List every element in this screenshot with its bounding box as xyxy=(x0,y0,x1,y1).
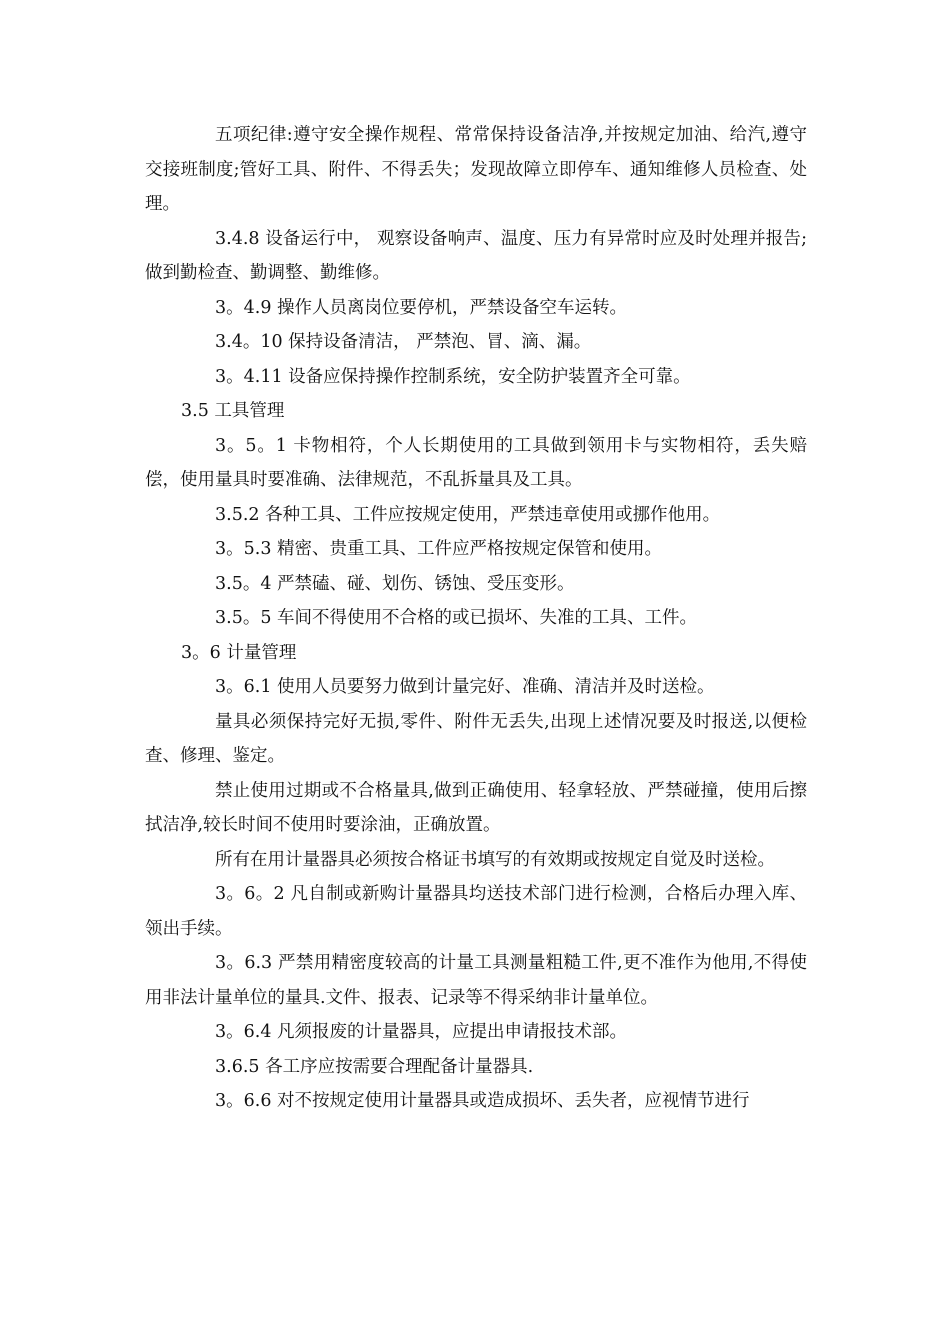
paragraph: 3.5。5 车间不得使用不合格的或已损坏、失准的工具、工件。 xyxy=(215,608,698,628)
paragraph: 3。6。2 凡自制或新购计量器具均送技术部门进行检测，合格后办理入库、领出手续。 xyxy=(145,884,807,939)
paragraph: 3。6.4 凡须报废的计量器具，应提出申请报技术部。 xyxy=(215,1022,628,1042)
paragraph: 3.5。4 严禁磕、碰、划伤、锈蚀、受压变形。 xyxy=(215,573,575,594)
paragraph: 3.6.5 各工序应按需要合理配备计量器具. xyxy=(215,1056,534,1077)
paragraph: 3。6.6 对不按规定使用计量器具或造成损坏、丢失者，应视情节进行 xyxy=(215,1091,750,1111)
paragraph: 3.4。10 保持设备清洁， 严禁泡、冒、滴、漏。 xyxy=(215,332,592,352)
paragraph: 3。4.11 设备应保持操作控制系统，安全防护装置齐全可靠。 xyxy=(215,366,691,387)
section-heading: 3。6 计量管理 xyxy=(181,642,297,663)
paragraph: 所有在用计量器具必须按合格证书填写的有效期或按规定自觉及时送检。 xyxy=(215,849,775,870)
section-heading: 3.5 工具管理 xyxy=(181,401,285,421)
paragraph: 3。6.1 使用人员要努力做到计量完好、准确、清洁并及时送检。 xyxy=(215,677,715,697)
paragraph: 3.4.8 设备运行中， 观察设备响声、温度、压力有异常时应及时处理并报告;做到勤检查、勤调整、勤维修。 xyxy=(145,228,807,283)
paragraph: 禁止使用过期或不合格量具,做到正确使用、轻拿轻放、严禁碰撞，使用后擦拭洁净,较长时间不使用时要涂油，正确放置。 xyxy=(145,780,807,835)
paragraph: 3。4.9 操作人员离岗位要停机，严禁设备空车运转。 xyxy=(215,297,628,318)
paragraph: 量具必须保持完好无损,零件、附件无丢失,出现上述情况要及时报送,以便检查、修理、鉴定。 xyxy=(145,711,807,766)
document-body xyxy=(145,118,807,1119)
paragraph: 3.5.2 各种工具、工件应按规定使用，严禁违章使用或挪作他用。 xyxy=(215,504,721,525)
paragraph: 五项纪律:遵守安全操作规程、常常保持设备洁净,并按规定加油、给汽,遵守交接班制度;管好工具、附件、不得丢失；发现故障立即停车、通知维修人员检查、处理。 xyxy=(145,125,807,214)
paragraph: 3。5.3 精密、贵重工具、工件应严格按规定保管和使用。 xyxy=(215,539,663,559)
paragraph: 3。5。1 卡物相符，个人长期使用的工具做到领用卡与实物相符，丢失赔偿，使用量具时要准确、法律规范，不乱拆量具及工具。 xyxy=(145,435,807,490)
paragraph: 3。6.3 严禁用精密度较高的计量工具测量粗糙工件,更不准作为他用,不得使用非法计量单位的量具.文件、报表、记录等不得采纳非计量单位。 xyxy=(145,953,807,1008)
